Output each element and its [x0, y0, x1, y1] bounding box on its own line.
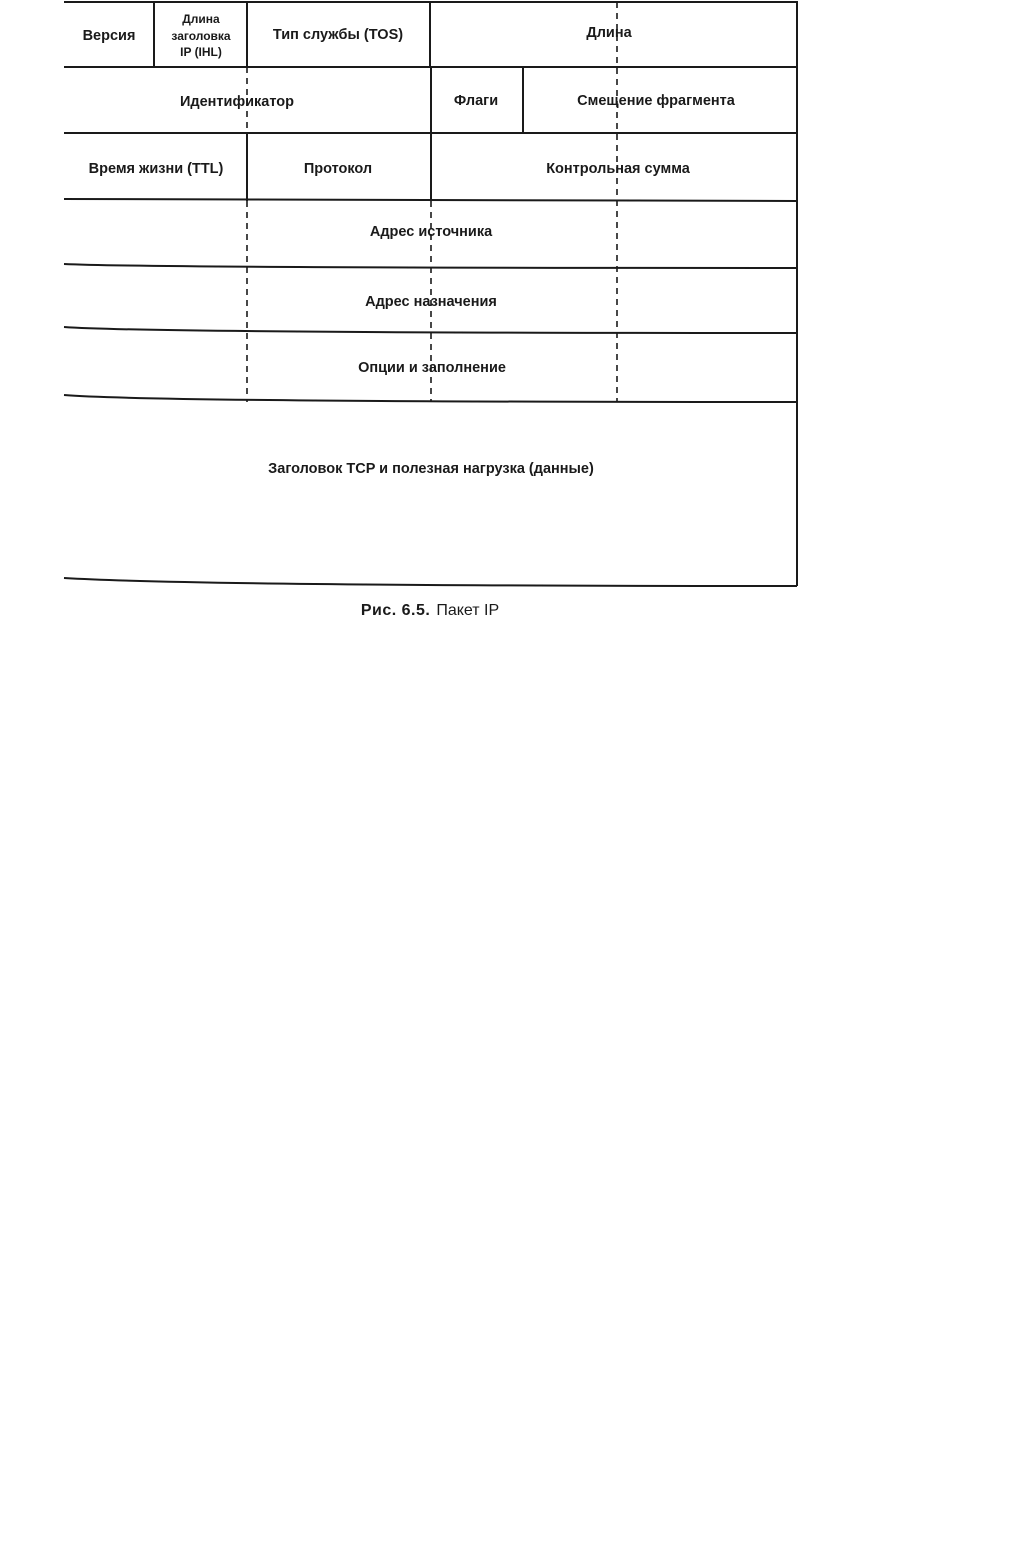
- figure-title: Пакет IP: [436, 602, 500, 619]
- field-options-padding: Опции и заполнение: [358, 360, 506, 376]
- field-tos: Тип службы (TOS): [272, 27, 404, 43]
- field-ihl-line-2: заголовка: [171, 29, 231, 43]
- field-ttl: Время жизни (TTL): [88, 161, 224, 177]
- field-payload: Заголовок TCP и полезная нагрузка (данные): [268, 461, 594, 477]
- field-fragment-offset: Смещение фрагмента: [577, 93, 735, 109]
- field-source-address: Адрес источника: [369, 224, 493, 240]
- field-destination-address: Адрес назначения: [365, 294, 497, 310]
- figure-number: Рис. 6.5.: [360, 602, 431, 619]
- field-protocol: Протокол: [303, 161, 373, 177]
- field-checksum: Контрольная сумма: [546, 161, 690, 177]
- figure-caption: [0, 602, 860, 620]
- frame-bottom: [64, 578, 797, 586]
- field-flags: Флаги: [453, 93, 499, 109]
- field-version: Версия: [82, 28, 136, 44]
- field-length: Длина: [586, 25, 632, 41]
- field-ihl-line-1: Длина: [182, 12, 220, 26]
- field-ihl-line-3: IP (IHL): [180, 45, 222, 59]
- ip-packet-diagram: [0, 0, 1030, 640]
- field-identifier: Идентификатор: [179, 94, 295, 110]
